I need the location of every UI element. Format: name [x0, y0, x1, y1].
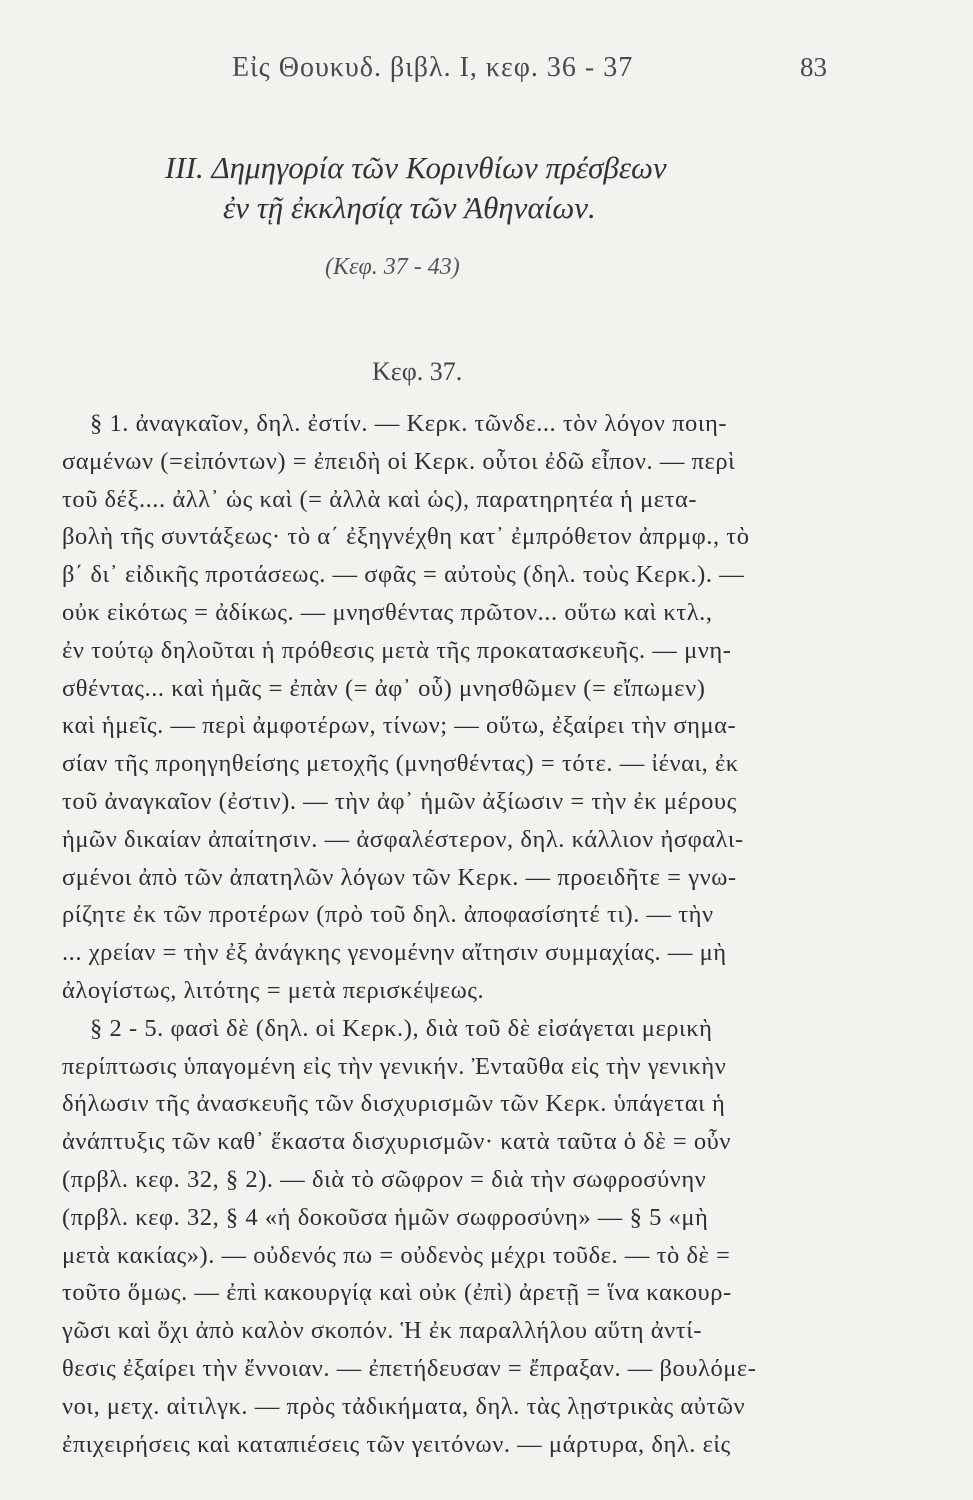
text-line: σαμένων (=εἰπόντων) = ἐπειδὴ οἱ Κερκ. οὗτοι ἐδῶ εἶπον. — περὶ [62, 447, 736, 475]
text-line: μετὰ κακίας»). — οὐδενός πω = οὐδενὸς μέχρι τοῦδε. — τὸ δὲ = [62, 1241, 731, 1269]
text-line: ἡμῶν δικαίαν ἀπαίτησιν. — ἀσφαλέστερον, δηλ. κάλλιον ἠσφαλι- [62, 825, 744, 853]
text-line: ... χρείαν = τὴν ἐξ ἀνάγκης γενομένην αἴτησιν συμμαχίας. — μὴ [62, 939, 727, 967]
text-line: (πρβλ. κεφ. 32, § 4 «ἡ δοκοῦσα ἡμῶν σωφροσύνη» — § 5 «μὴ [62, 1203, 709, 1231]
running-head-title: Εἰς Θουκυδ. βιβλ. I, κεφ. 36 - 37 [232, 52, 634, 83]
text-line: σμένοι ἀπὸ τῶν ἀπατηλῶν λόγων τῶν Κερκ. — προειδῆτε = γνω- [62, 863, 737, 891]
text-line: τοῦ ἀναγκαῖον (ἐστιν). — τὴν ἀφ᾽ ἡμῶν ἀξίωσιν = τὴν ἐκ μέρους [62, 787, 737, 815]
text-line: (πρβλ. κεφ. 32, § 2). — διὰ τὸ σῶφρον = διὰ τὴν σωφροσύνην [62, 1165, 707, 1193]
text-line: β΄ δι᾽ εἰδικῆς προτάσεως. — σφᾶς = αὐτοὺς (δηλ. τοὺς Κερκ.). — [62, 561, 745, 589]
text-line: βολὴ τῆς συντάξεως· τὸ α΄ ἐξηγνέχθη κατ᾽ ἐμπρόθετον ἀπρμφ., τὸ [62, 523, 750, 551]
commentary-body [62, 405, 862, 1463]
text-line: ἀνάπτυξις τῶν καθ᾽ ἕκαστα δισχυρισμῶν· κατὰ ταῦτα ὁ δὲ = οὖν [62, 1128, 731, 1156]
text-line: σθέντας... καὶ ἡμᾶς = ἐπὰν (= ἀφ᾽ οὗ) μνησθῶμεν (= εἴπωμεν) [62, 674, 706, 702]
text-line: τοῦτο ὅμως. — ἐπὶ κακουργίᾳ καὶ οὐκ (ἐπὶ) ἀρετῇ = ἵνα κακουρ- [62, 1279, 732, 1307]
text-line: § 2 - 5. φασὶ δὲ (δηλ. οἱ Κερκ.), διὰ τοῦ δὲ εἰσάγεται μερικὴ [90, 1014, 713, 1042]
section-title [165, 148, 865, 228]
text-line: ἐπιχειρήσεις καὶ καταπιέσεις τῶν γειτόνων. — μάρτυρα, δηλ. εἰς [62, 1430, 731, 1458]
chapter-heading: Κεφ. 37. [372, 357, 463, 386]
text-line: οὐκ εἰκότως = ἀδίκως. — μνησθέντας πρῶτον... οὕτω καὶ κτλ., [62, 598, 713, 626]
text-line: τοῦ δέξ.... ἀλλ᾽ ὡς καὶ (= ἀλλὰ καὶ ὡς), παρατηρητέα ἡ μετα- [62, 485, 698, 513]
text-line: ρίζητε ἐκ τῶν προτέρων (πρὸ τοῦ δηλ. ἀποφασίσητέ τι). — τὴν [62, 901, 714, 929]
text-line: θεσις ἐξαίρει τὴν ἔννοιαν. — ἐπετήδευσαν = ἔπραξαν. — βουλόμε- [62, 1354, 757, 1382]
section-title-line-1: III. Δημηγορία τῶν Κορινθίων πρέσβεων [165, 150, 667, 185]
text-line: νοι, μετχ. αἰτιλγκ. — πρὸς τἀδικήματα, δηλ. τὰς λῃστρικὰς αὐτῶν [62, 1392, 746, 1420]
text-line: περίπτωσις ὑπαγομένη εἰς τὴν γενικήν. Ἐνταῦθα εἰς τὴν γενικὴν [62, 1052, 727, 1080]
section-title-line-2: ἐν τῇ ἐκκλησίᾳ τῶν Ἀθηναίων. [223, 190, 596, 225]
page-number: 83 [800, 52, 827, 82]
text-line: ἀλογίστως, λιτότης = μετὰ περισκέψεως. [62, 976, 485, 1004]
running-head [0, 52, 973, 92]
text-line: δήλωσιν τῆς ἀνασκευῆς τῶν δισχυρισμῶν τῶν Κερκ. ὑπάγεται ἡ [62, 1090, 726, 1118]
text-line: καὶ ἡμεῖς. — περὶ ἀμφοτέρων, τίνων; — οὕτω, ἐξαίρει τὴν σημα- [62, 712, 737, 740]
text-line: σίαν τῆς προηγηθείσης μετοχῆς (μνησθέντας) = τότε. — ἰέναι, ἐκ [62, 750, 739, 778]
text-line: ἐν τούτῳ δηλοῦται ἡ πρόθεσις μετὰ τῆς προκατασκευῆς. — μνη- [62, 636, 732, 664]
text-line: γῶσι καὶ ὄχι ἀπὸ καλὸν σκοπόν. Ἡ ἐκ παραλλήλου αὕτη ἀντί- [62, 1317, 703, 1345]
text-line: § 1. ἀναγκαῖον, δηλ. ἐστίν. — Κερκ. τῶνδε... τὸν λόγον ποιη- [90, 410, 728, 437]
chapter-range: (Κεφ. 37 - 43) [325, 254, 460, 280]
